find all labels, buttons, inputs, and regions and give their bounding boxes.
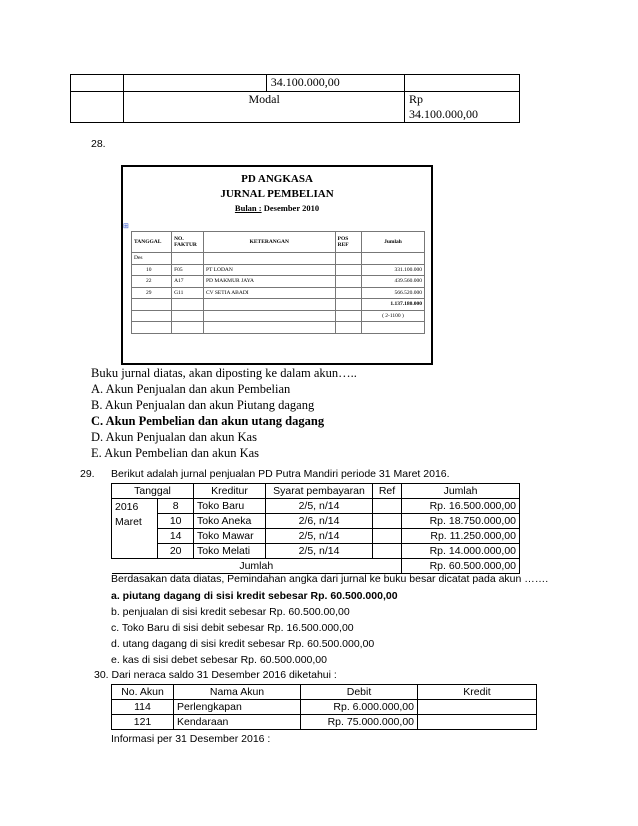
ref-cell [373, 499, 402, 514]
year: 2016 [115, 501, 139, 513]
amount-cell: 566.520.000 [361, 287, 424, 299]
syarat-cell: 2/5, n/14 [266, 544, 373, 559]
total-label: Jumlah [112, 559, 402, 574]
syarat-cell: 2/5, n/14 [266, 499, 373, 514]
modal-amount: Rp 34.100.000,00 [404, 92, 519, 123]
table-cell [335, 253, 361, 265]
q29-option-d: d. utang dagang di sisi kredit sebesar Rp. 60.500.000,00 [111, 638, 375, 650]
q29-intro: Berikut adalah jurnal penjualan PD Putra Mandiri periode 31 Maret 2016. [111, 468, 450, 480]
ref-cell: ( 2-1100 ) [361, 310, 424, 322]
table-row [132, 322, 425, 334]
year-month-cell [112, 499, 158, 559]
table-row [132, 253, 425, 265]
jumlah-cell: Rp. 11.250.000,00 [402, 529, 520, 544]
table-cell [132, 322, 172, 334]
q29-option-b: b. penjualan di sisi kredit sebesar Rp. 60.500.00,00 [111, 606, 350, 618]
q28-option-b: B. Akun Penjualan dan akun Piutang dagang [91, 398, 315, 412]
header-ref: Ref [373, 484, 402, 499]
q29-question: Berdasakan data diatas, Pemindahan angka dari jurnal ke buku besar dicatat pada akun ……. [111, 573, 549, 585]
ket-cell: PT LODAN [203, 264, 335, 276]
table-row [112, 700, 537, 715]
q29-option-e: e. kas di sisi debet sebesar Rp. 60.500.000,00 [111, 654, 327, 666]
table-cell [203, 310, 335, 322]
table-cell [404, 75, 519, 92]
table-cell [335, 264, 361, 276]
month-cell: Des [132, 253, 172, 265]
table-cell [335, 276, 361, 288]
table-row [132, 232, 425, 253]
table-cell [335, 287, 361, 299]
faktur-cell: F05 [172, 264, 204, 276]
kreditur-cell: Toko Aneka [194, 514, 266, 529]
total-cell: 1.137.180.000 [361, 299, 424, 311]
table-cell [335, 299, 361, 311]
kredit-cell [418, 700, 537, 715]
no-akun-cell: 121 [112, 715, 174, 730]
table-cell [361, 253, 424, 265]
row1-amount: 34.100.000,00 [266, 75, 404, 92]
table-cell [335, 310, 361, 322]
q29-option-c: c. Toko Baru di sisi debit sebesar Rp. 16.500.000,00 [111, 622, 354, 634]
header-jumlah: Jumlah [402, 484, 520, 499]
debit-cell: Rp. 75.000.000,00 [301, 715, 418, 730]
kredit-cell [418, 715, 537, 730]
month-value: Desember 2010 [263, 203, 320, 213]
q28-option-d: D. Akun Penjualan dan akun Kas [91, 430, 257, 444]
top-ledger-table [70, 74, 520, 123]
no-akun-cell: 114 [112, 700, 174, 715]
table-row [112, 685, 537, 700]
month-label: Bulan : [234, 203, 262, 213]
ref-cell [373, 544, 402, 559]
table-row [112, 529, 520, 544]
day-cell: 22 [132, 276, 172, 288]
faktur-cell: A17 [172, 276, 204, 288]
jumlah-cell: Rp. 14.000.000,00 [402, 544, 520, 559]
table-cell [172, 253, 204, 265]
table-cell [203, 322, 335, 334]
ket-cell: PD MAKMUR JAYA [203, 276, 335, 288]
jumlah-cell: Rp. 18.750.000,00 [402, 514, 520, 529]
table-cell [132, 299, 172, 311]
header-faktur: NO. FAKTUR [172, 232, 204, 253]
q28-option-c: C. Akun Pembelian dan akun utang dagang [91, 414, 325, 428]
purchase-journal-table [131, 231, 425, 334]
table-cell [124, 75, 266, 92]
table-cell [203, 299, 335, 311]
ref-cell [373, 529, 402, 544]
table-row [132, 264, 425, 276]
jumlah-cell: Rp. 16.500.000,00 [402, 499, 520, 514]
kreditur-cell: Toko Mawar [194, 529, 266, 544]
table-row [112, 715, 537, 730]
table-cell [361, 322, 424, 334]
q30-intro: 30. Dari neraca saldo 31 Desember 2016 diketahui : [94, 669, 337, 681]
header-kreditur: Kreditur [194, 484, 266, 499]
table-row [71, 92, 520, 123]
day-cell: 8 [158, 499, 194, 514]
q30-footer: Informasi per 31 Desember 2016 : [111, 733, 271, 745]
table-cell [71, 75, 124, 92]
q28-question: Buku jurnal diatas, akan diposting ke dalam akun….. [91, 366, 357, 380]
header-tanggal: TANGGAL [132, 232, 172, 253]
table-row [112, 544, 520, 559]
kreditur-cell: Toko Melati [194, 544, 266, 559]
table-row [132, 287, 425, 299]
header-tanggal: Tanggal [112, 484, 194, 499]
day-cell: 10 [158, 514, 194, 529]
table-row [71, 75, 520, 92]
table-row [132, 310, 425, 322]
company-name: PD ANGKASA [241, 173, 313, 185]
month: Maret [115, 516, 142, 528]
sales-journal-table [111, 483, 520, 574]
debit-cell: Rp. 6.000.000,00 [301, 700, 418, 715]
table-cell [172, 310, 204, 322]
syarat-cell: 2/6, n/14 [266, 514, 373, 529]
total-value: Rp. 60.500.000,00 [402, 559, 520, 574]
table-row [112, 484, 520, 499]
header-no-akun: No. Akun [112, 685, 174, 700]
header-jumlah: Jumlah [361, 232, 424, 253]
nama-akun-cell: Perlengkapan [174, 700, 301, 715]
q28-number: 28. [91, 138, 106, 150]
table-row [112, 559, 520, 574]
day-cell: 20 [158, 544, 194, 559]
table-cell [71, 92, 124, 123]
syarat-cell: 2/5, n/14 [266, 529, 373, 544]
table-row [132, 276, 425, 288]
q29-option-a: a. piutang dagang di sisi kredit sebesar Rp. 60.500.000,00 [111, 590, 398, 602]
day-cell: 10 [132, 264, 172, 276]
journal-image [121, 165, 433, 365]
journal-title: JURNAL PEMBELIAN [220, 188, 334, 200]
day-cell: 14 [158, 529, 194, 544]
faktur-cell: G11 [172, 287, 204, 299]
table-anchor-icon: ⊞ [123, 222, 129, 230]
table-cell [203, 253, 335, 265]
header-nama-akun: Nama Akun [174, 685, 301, 700]
table-row [112, 499, 520, 514]
table-cell [335, 322, 361, 334]
amount-cell: 439.560.000 [361, 276, 424, 288]
header-kredit: Kredit [418, 685, 537, 700]
trial-balance-table [111, 684, 537, 730]
amount-cell: 331.100.000 [361, 264, 424, 276]
ket-cell: CV SETIA ABADI [203, 287, 335, 299]
header-posref: POS REF [335, 232, 361, 253]
table-cell [132, 310, 172, 322]
q29-number: 29. [80, 468, 95, 480]
q28-option-e: E. Akun Pembelian dan akun Kas [91, 446, 260, 460]
ref-cell [373, 514, 402, 529]
table-cell [172, 299, 204, 311]
header-syarat: Syarat pembayaran [266, 484, 373, 499]
table-row [112, 514, 520, 529]
table-cell [172, 322, 204, 334]
modal-label: Modal [124, 92, 405, 123]
header-debit: Debit [301, 685, 418, 700]
table-row [132, 299, 425, 311]
kreditur-cell: Toko Baru [194, 499, 266, 514]
nama-akun-cell: Kendaraan [174, 715, 301, 730]
header-keterangan: KETERANGAN [203, 232, 335, 253]
day-cell: 29 [132, 287, 172, 299]
q28-option-a: A. Akun Penjualan dan akun Pembelian [91, 382, 291, 396]
month-line [123, 203, 431, 213]
